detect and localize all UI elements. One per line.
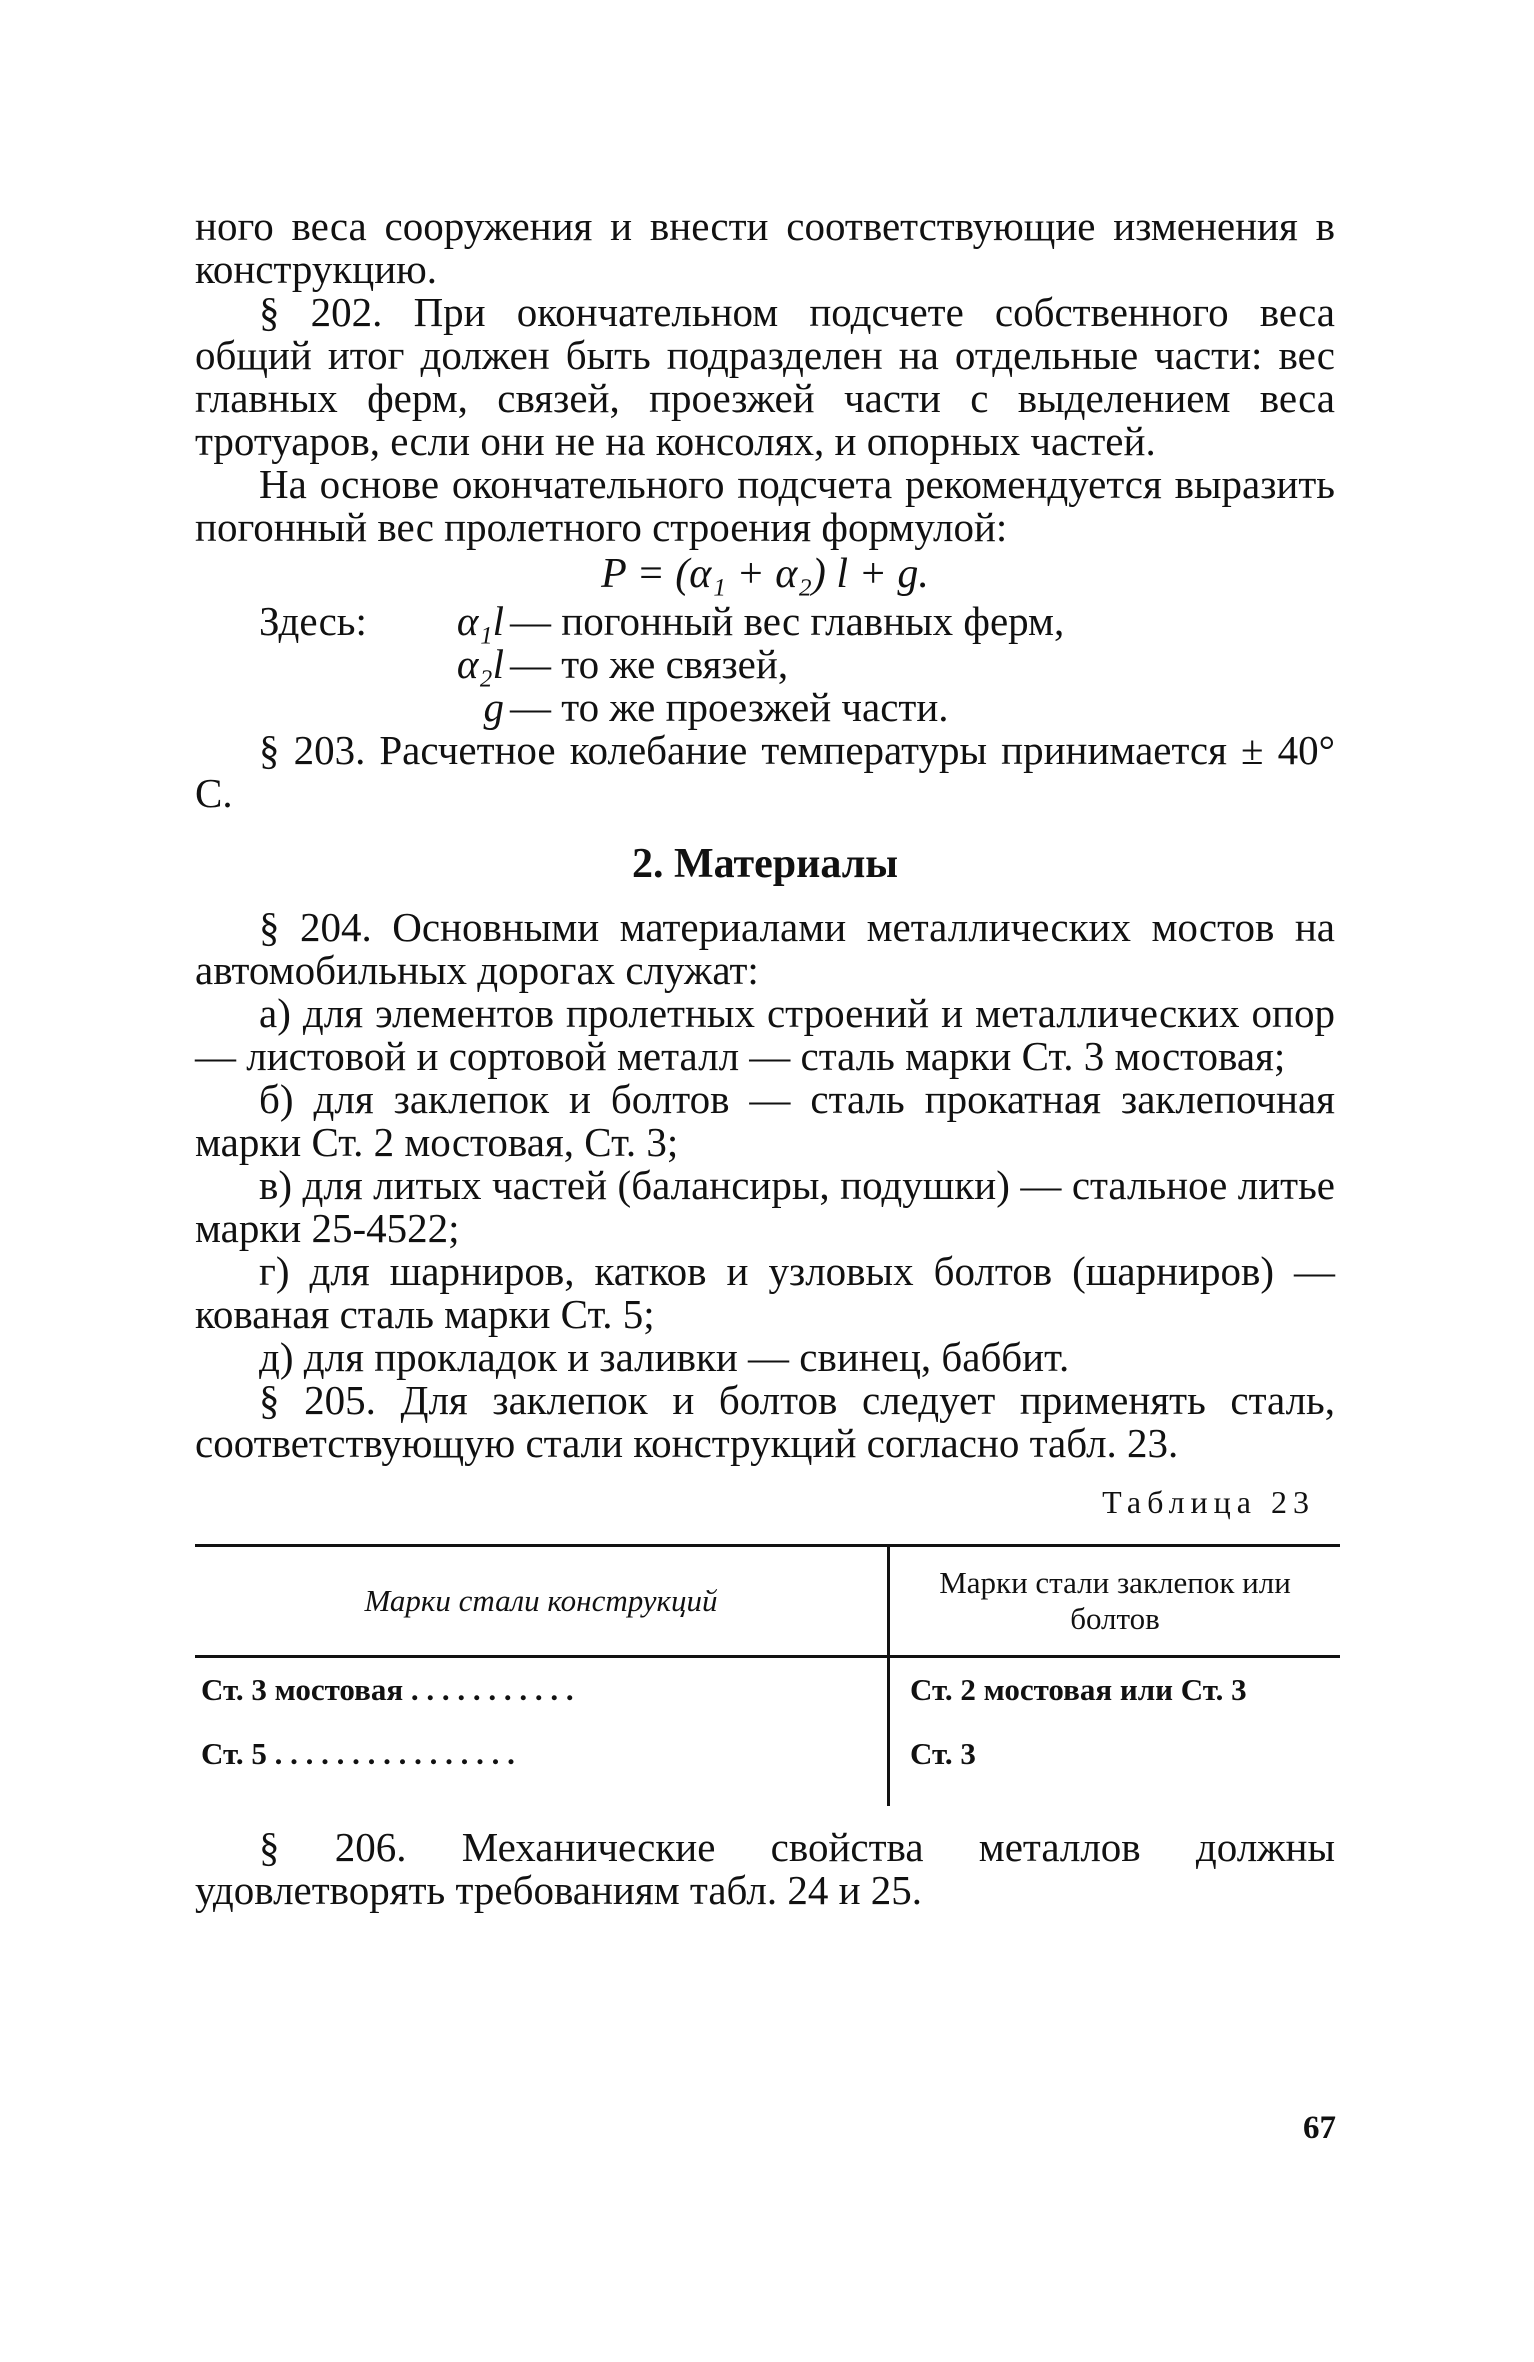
definition-text: — то же проезжей части. [510,684,949,730]
definition-row [195,600,1335,643]
page-body [195,205,1335,1912]
table-header-structure-steel: Марки стали конструкций [195,1546,889,1657]
definition-symbol: α₂l [456,641,504,687]
page-number: 67 [1303,2110,1336,2146]
materials-list [195,992,1335,1379]
definition-row [195,643,1335,686]
definition-symbol: α₁l [456,598,504,644]
paragraph-202-formula-intro: На основе окончательного подсчета рекомендуется выразить погонный вес пролетного строения формулой: [195,461,1335,550]
paragraph-205: § 205. Для заклепок и болтов следует применять сталь, соответствующую стали конструкций согласно табл. 23. [195,1377,1335,1466]
table-cell-structure-steel: Ст. 3 мостовая . . . . . . . . . . . [195,1657,889,1723]
definition-symbol: g [483,684,504,730]
list-item: б) для заклепок и болтов — сталь прокатная заклепочная марки Ст. 2 мостовая, Ст. 3; [195,1076,1335,1165]
list-item: г) для шарниров, катков и узловых болтов (шарниров) — кованая сталь марки Ст. 5; [195,1248,1335,1337]
definition-lead [195,643,410,686]
list-item: д) для прокладок и заливки — свинец, баббит. [259,1334,1070,1380]
table-cell-rivet-steel: Ст. 2 мостовая или Ст. 3 [910,1672,1247,1707]
weight-formula: P = (α₁ + α₂) l + g. [601,551,929,597]
list-item: в) для литых частей (балансиры, подушки) — стальное литье марки 25-4522; [195,1162,1335,1251]
formula-definitions [195,600,1335,729]
table-row [195,1657,1340,1723]
table-cell-rivet-steel: Ст. 3 [910,1736,976,1771]
table-header-rivet-steel: Марки стали заклепок или болтов [889,1546,1341,1657]
definition-row [195,686,1335,729]
definition-lead: Здесь: [259,598,367,644]
paragraph-204: § 204. Основными материалами металлических мостов на автомобильных дорогах служат: [195,904,1335,993]
definition-text: — то же связей, [510,641,789,687]
table-cell-structure-steel: Ст. 5 . . . . . . . . . . . . . . . . [195,1722,889,1806]
table-header-row [195,1546,1340,1657]
section-heading-materials: 2. Материалы [631,841,899,887]
list-item: а) для элементов пролетных строений и металлических опор — листовой и сортовой металл — сталь марки Ст. 3 мостовая; [195,990,1335,1079]
paragraph-206: § 206. Механические свойства металлов должны удовлетворять требованиям табл. 24 и 25. [195,1824,1335,1913]
paragraph-continuation: ного веса сооружения и внести соответствующие изменения в конструкцию. [195,203,1335,292]
definition-lead [195,686,410,729]
paragraph-202: § 202. При окончательном подсчете собственного веса общий итог должен быть подразделен на отдельные части: вес главных ферм, связей, проезжей части с выделением веса тротуаров, если они не на консолях, и опорных частей. [195,289,1335,464]
steel-grades-table [195,1544,1340,1806]
table-row [195,1722,1340,1806]
paragraph-203: § 203. Расчетное колебание температуры принимается ± 40° С. [195,727,1335,816]
table-caption: Таблица 23 [1102,1484,1315,1520]
definition-text: — погонный вес главных ферм, [510,598,1065,644]
